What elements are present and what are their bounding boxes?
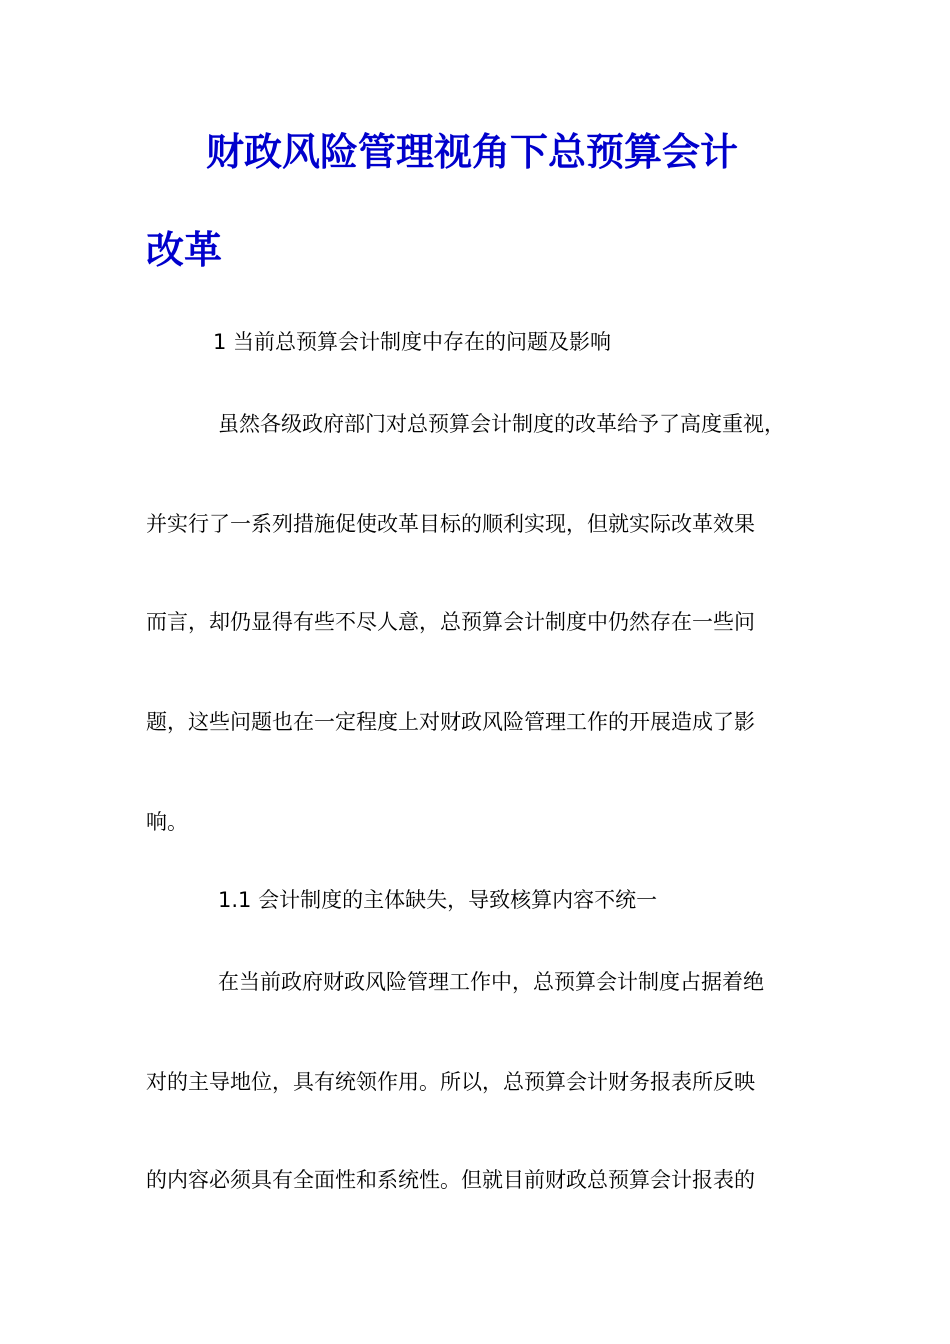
paragraph-2-line-2: 对的主导地位，具有统领作用。所以，总预算会计财务报表所反映 [146,1070,755,1094]
paragraph-1-line-1: 虽然各级政府部门对总预算会计制度的改革给予了高度重视， [218,412,785,436]
paragraph-1-line-5: 响。 [146,810,188,834]
paragraph-2-line-3: 的内容必须具有全面性和系统性。但就目前财政总预算会计报表的 [146,1168,755,1192]
paragraph-1-line-2: 并实行了一系列措施促使改革目标的顺利实现，但就实际改革效果 [146,512,755,536]
paragraph-1-line-4: 题，这些问题也在一定程度上对财政风险管理工作的开展造成了影 [146,710,755,734]
section-heading-1-1: 1.1 会计制度的主体缺失，导致核算内容不统一 [218,888,658,912]
document-title-line-1: 财政风险管理视角下总预算会计 [206,130,739,174]
paragraph-1-line-3: 而言，却仍显得有些不尽人意，总预算会计制度中仍然存在一些问 [146,610,755,634]
paragraph-2-line-1: 在当前政府财政风险管理工作中，总预算会计制度占据着绝 [218,970,764,994]
document-title-line-2: 改革 [146,228,223,272]
section-heading-1: 1 当前总预算会计制度中存在的问题及影响 [213,330,612,354]
